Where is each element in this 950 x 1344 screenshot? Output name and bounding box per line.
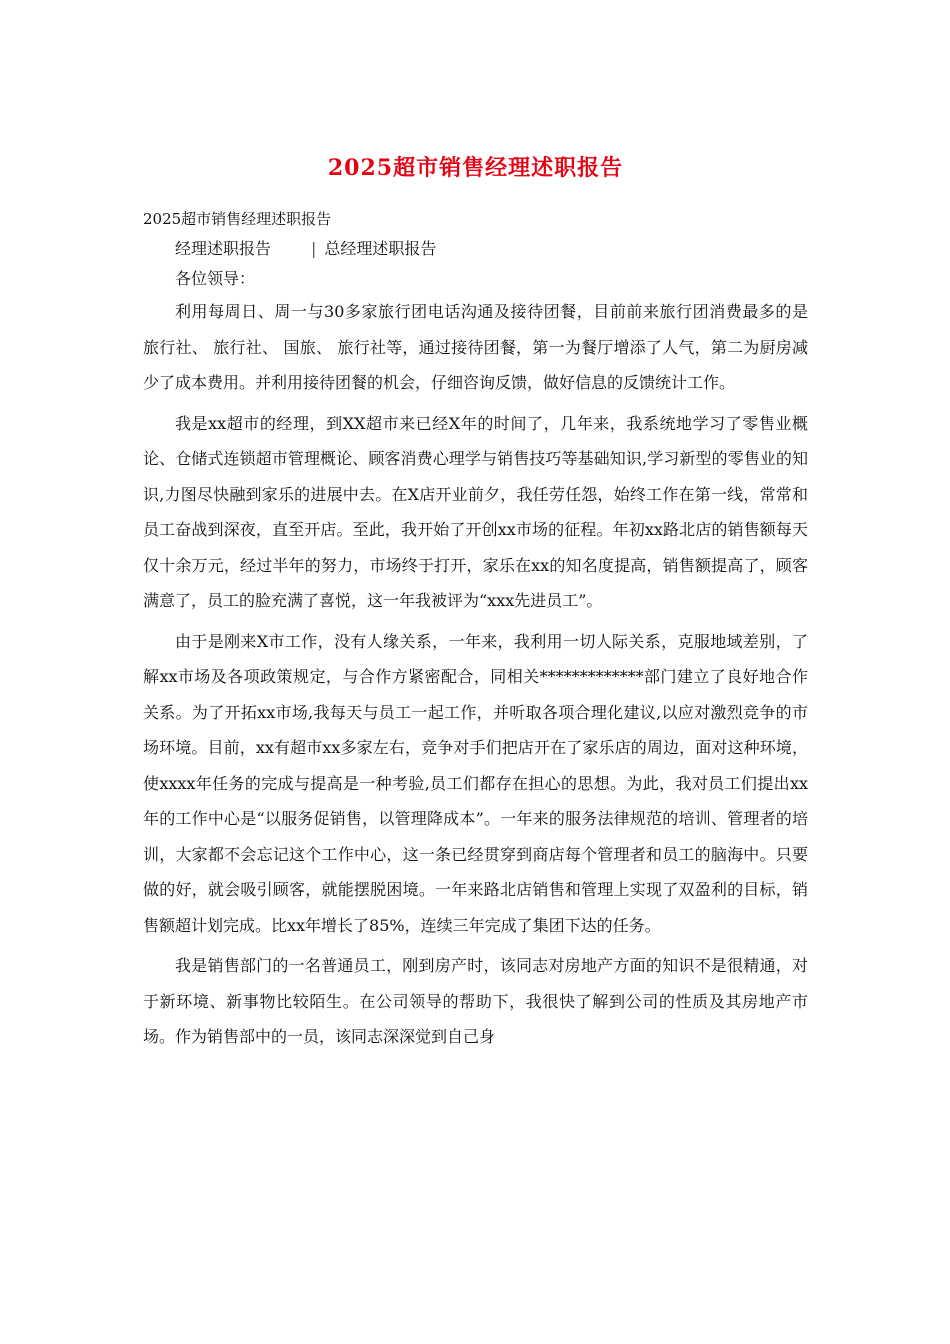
document-page	[143, 150, 808, 1060]
document-title: 2025超市销售经理述职报告	[327, 155, 624, 181]
tag-line	[143, 234, 808, 264]
paragraph-1: 利用每周日、周一与30多家旅行团电话沟通及接待团餐，目前前来旅行团消费最多的是 旅行社、 旅行社、 国旅、 旅行社等，通过接待团餐，第一为餐厅增添了人气，第二为厨房减少了成本费用。并利用接待团餐的机会，仔细咨询反馈，做好信息的反馈统计工作。	[143, 302, 808, 392]
paragraph-2: 我是xx超市的经理，到XX超市来已经X年的时间了，几年来，我系统地学习了零售业概论、仓储式连锁超市管理概论、顾客消费心理学与销售技巧等基础知识,学习新型的零售业的知识,力图尽快融到家乐的进展中去。在X店开业前夕，我任劳任怨，始终工作在第一线，常常和员工奋战到深夜，直至开店。至此，我开始了开创xx市场的征程。年初xx路北店的销售额每天仅十余万元，经过半年的努力，市场终于打开，家乐在xx的知名度提高，销售额提高了，顾客满意了，员工的脸充满了喜悦，这一年我被评为“xxx先进员工”。	[143, 413, 808, 610]
paragraph-3: 由于是刚来X市工作，没有人缘关系，一年来，我利用一切人际关系，克服地域差别，了解xx市场及各项政策规定，与合作方紧密配合，同相关*************部门建立了良好地合作关系。为了开拓xx市场,我每天与员工一起工作，并听取各项合理化建议,以应对激烈竞争的市场环境。目前，xx有超市xx多家左右，竞争对手们把店开在了家乐店的周边，面对这种环境，使xxxx年任务的完成与提高是一种考验,员工们都存在担心的思想。为此，我对员工们提出xx年的工作中心是“以服务促销售，以管理降成本”。一年来的服务法律规范的培训、管理者的培训，大家都不会忘记这个工作中心，这一条已经贯穿到商店每个管理者和员工的脑海中。只要做的好，就会吸引顾客，就能摆脱困境。一年来路北店销售和管理上实现了双盈利的目标，销售额超计划完成。比xx年增长了85%，连续三年完成了集团下达的任务。	[143, 631, 808, 935]
greeting: 各位领导：	[175, 269, 256, 288]
tag-general-manager-report: 总经理述职报告	[324, 239, 437, 258]
tag-manager-report: 经理述职报告	[175, 239, 272, 258]
paragraph-4: 我是销售部门的一名普通员工，刚到房产时，该同志对房地产方面的知识不是很精通，对于新环境、新事物比较陌生。在公司领导的帮助下，我很快了解到公司的性质及其房地产市场。作为销售部中的一员，该同志深深觉到自己身	[143, 956, 808, 1046]
document-subtitle: 2025超市销售经理述职报告	[143, 210, 332, 228]
tag-separator: |	[311, 239, 317, 258]
